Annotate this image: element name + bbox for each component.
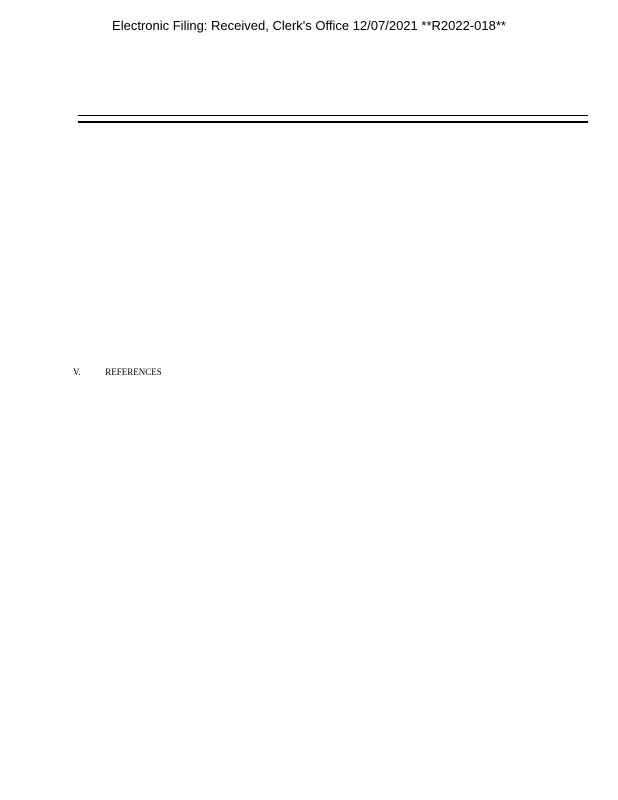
section-title: REFERENCES xyxy=(105,367,162,377)
table-cell xyxy=(219,122,330,123)
data-table xyxy=(78,115,588,123)
table-row xyxy=(78,122,588,123)
section-number: V. xyxy=(73,367,81,377)
section-heading xyxy=(73,367,162,378)
table-cell xyxy=(330,122,355,123)
table-cell xyxy=(467,122,588,123)
table-cell xyxy=(78,122,219,123)
table-cell xyxy=(355,122,466,123)
filing-stamp-header: Electronic Filing: Received, Clerk's Office 12/07/2021 **R2022-018** xyxy=(112,18,506,33)
